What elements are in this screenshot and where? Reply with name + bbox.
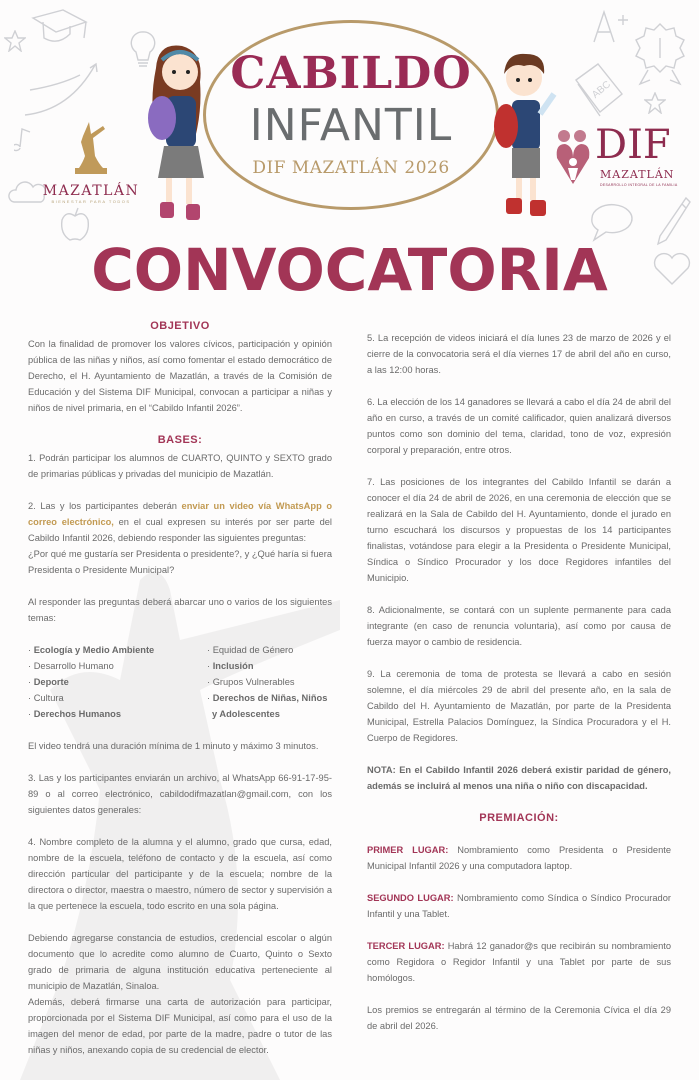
themes-list	[28, 642, 332, 722]
base-6: 6. La elección de los 14 ganadores se llevará a cabo el día 24 de abril del año en curso, a través de un comité calificador, quien analizará diversos puntos como son dominio del tema, claridad, tono de voz, expresión corporal y preparación, entre otros.	[367, 397, 671, 455]
base-2-questions: ¿Por qué me gustaría ser Presidenta o presidente?, y ¿Qué haría si fuera Presidenta o Presidente Municipal?	[28, 549, 332, 575]
mazatlan-logo-tagline: BIENESTAR PARA TODOS	[51, 199, 131, 204]
documents-text: Debiendo agregarse constancia de estudios, credencial escolar o algún documento que lo acredite como alumno de Cuarto, Quinto o Sexto grado de primaria de alguna institución educativa perteneciente al municipio de Mazatlán, Sinaloa.	[28, 933, 332, 991]
music-note-icon	[14, 126, 34, 152]
left-column	[28, 318, 332, 1074]
base-2-intro: 2. Las y los participantes deberán	[28, 501, 182, 511]
statue-logo-icon	[69, 120, 113, 176]
theme-item: · Inclusión	[207, 658, 332, 674]
theme-item: · Equidad de Género	[207, 642, 332, 658]
abc-book-icon	[566, 60, 626, 120]
arrow-doodle-icon	[20, 60, 130, 120]
premiacion-heading: PREMIACIÓN:	[479, 812, 559, 824]
base-9: 9. La ceremonia de toma de protesta se llevará a cabo en sesión solemne, el día miércoles 29 de abril del presente año, en la sala de Cabildo del H. Ayuntamiento de Mazatlán, por parte de la Presidenta Municipal, Estrella Palacios Domínguez, la Síndica Procuradora y el H. Cuerpo de Regidores.	[367, 669, 671, 743]
star-icon	[644, 92, 666, 114]
dif-logo-name: DIF	[595, 122, 671, 168]
base-7: 7. Las posiciones de los integrantes del Cabildo Infantil se darán a conocer el día 24 de abril de 2026, en una ceremonia de elección que se realizará en la Sala de Cabildo del H. Ayuntamiento, donde el jurado en turno escuchará los discursos y propuestas de los 14 participantes finalistas, votándose para elegir a la Presidenta o Presidente Municipal, Síndica o Síndico Procurador y los doce Regidores infantiles del Municipio.	[367, 477, 671, 583]
base-3: 3. Las y los participantes enviarán un archivo, al WhatsApp 66-91-17-95-89 o al correo electrónico, cabildodifmazatlan@gmail.com, con los siguientes datos generales:	[28, 773, 332, 815]
theme-item: · Grupos Vulnerables	[207, 674, 332, 690]
prize-second: SEGUNDO LUGAR: Nombramiento como Síndica o Síndico Procurador Infantil y una Tablet.	[367, 893, 671, 919]
objetivo-heading: OBJETIVO	[150, 320, 210, 332]
base-2-body: en el cual expresen su interés por ser parte del Cabildo Infantil 2026, debiendo responder las siguientes preguntas:	[28, 517, 332, 543]
base-4: 4. Nombre completo de la alumna y el alumno, grado que cursa, edad, nombre de la escuela, teléfono de contacto y de la escuela, así como dirección particular del participante y de la escuela; nombre de la directora o director, maestra o maestro, número de sector y supervisión a la que pertenece la escuela, todo escrito en una sola página.	[28, 837, 332, 911]
themes-intro: Al responder las preguntas deberá abarcar uno o varios de los siguientes temas:	[28, 597, 332, 623]
title-cabildo: CABILDO	[230, 48, 472, 99]
dif-heart-family-icon	[553, 128, 593, 188]
star-icon	[4, 30, 26, 52]
graduation-cap-icon	[28, 8, 88, 48]
a-plus-icon	[590, 6, 630, 46]
theme-item: y Adolescentes	[212, 709, 280, 719]
theme-item: · Cultura	[28, 690, 178, 706]
video-duration: El video tendrá una duración mínima de 1 minuto y máximo 3 minutos.	[28, 741, 319, 751]
svg-text:ABC: ABC	[590, 79, 613, 101]
consent-text: Además, deberá firmarse una carta de autorización para participar, proporcionada por el Sistema DIF Municipal, así como para el uso de la imagen del menor de edad, por parte de la madre, padre o tutor de las niñas y niños, anexando copia de su credencial de elector.	[28, 997, 332, 1055]
dif-mazatlan-logo	[553, 122, 693, 192]
dif-logo-city: MAZATLÁN	[600, 168, 675, 181]
base-2	[28, 498, 332, 546]
themes-right	[207, 642, 332, 722]
prize-first: PRIMER LUGAR: Nombramiento como Presidenta o Presidente Municipal Infantil 2026 y una computadora laptop.	[367, 845, 671, 871]
title-dif-mazatlan: DIF MAZATLÁN 2026	[252, 158, 450, 178]
mazatlan-logo-name: MAZATLÁN	[42, 183, 140, 199]
right-column	[367, 330, 671, 1050]
base-2-highlight: enviar un video vía WhatsApp o correo electrónico,	[28, 501, 333, 527]
objetivo-text: Con la finalidad de promover los valores cívicos, participación y opinión pública de las niñas y niños, así como fomentar el estado democrático de Derecho, el H. Ayuntamiento de Mazatlán, a través de la Comisión de Educación y del Sistema DIF Municipal, convocan a participar a niñas y niños de nivel primaria, en el “Cabildo Infantil 2026”.	[28, 339, 332, 413]
base-1: 1. Podrán participar los alumnos de CUARTO, QUINTO y SEXTO grado de primarias públicas y privadas del municipio de Mazatlán.	[28, 453, 332, 479]
main-title: CONVOCATORIA	[91, 236, 608, 304]
theme-item: · Desarrollo Humano	[28, 658, 178, 674]
girl-illustration-icon	[138, 38, 218, 228]
bases-heading: BASES:	[157, 434, 203, 446]
theme-item: · Derechos Humanos	[28, 706, 178, 722]
nota: NOTA: En el Cabildo Infantil 2026 deberá existir paridad de género, además se incluirá al menos una niña o niño con discapacidad.	[367, 765, 671, 791]
theme-item: · Deporte	[28, 674, 178, 690]
prize-third: TERCER LUGAR: Habrá 12 ganador@s que recibirán su nombramiento como Regidora o Regidor Infantil y una Tablet por parte de sus homólogos.	[367, 941, 671, 983]
base-5: 5. La recepción de videos iniciará el día lunes 23 de marzo de 2026 y el cierre de la convocatoria será el día viernes 17 de abril del año en curso, a las 12:00 horas.	[367, 333, 671, 375]
theme-item: · Derechos de Niñas, Niños	[207, 690, 332, 706]
title-infantil: INFANTIL	[249, 100, 453, 151]
themes-left	[28, 642, 178, 722]
mazatlan-logo	[36, 120, 146, 204]
dif-logo-subtitle: DESARROLLO INTEGRAL DE LA FAMILIA	[600, 183, 678, 187]
theme-item: · Ecología y Medio Ambiente	[28, 642, 178, 658]
boy-illustration-icon	[484, 44, 564, 224]
medal-icon	[630, 20, 690, 90]
prizes-closing: Los premios se entregarán al término de la Ceremonia Cívica el día 29 de abril del 2026.	[367, 1005, 671, 1031]
base-8: 8. Adicionalmente, se contará con un suplente permanente para cada integrante (en caso de renuncia voluntaria), así como por causa de fuerza mayor o cambio de residencia.	[367, 605, 671, 647]
